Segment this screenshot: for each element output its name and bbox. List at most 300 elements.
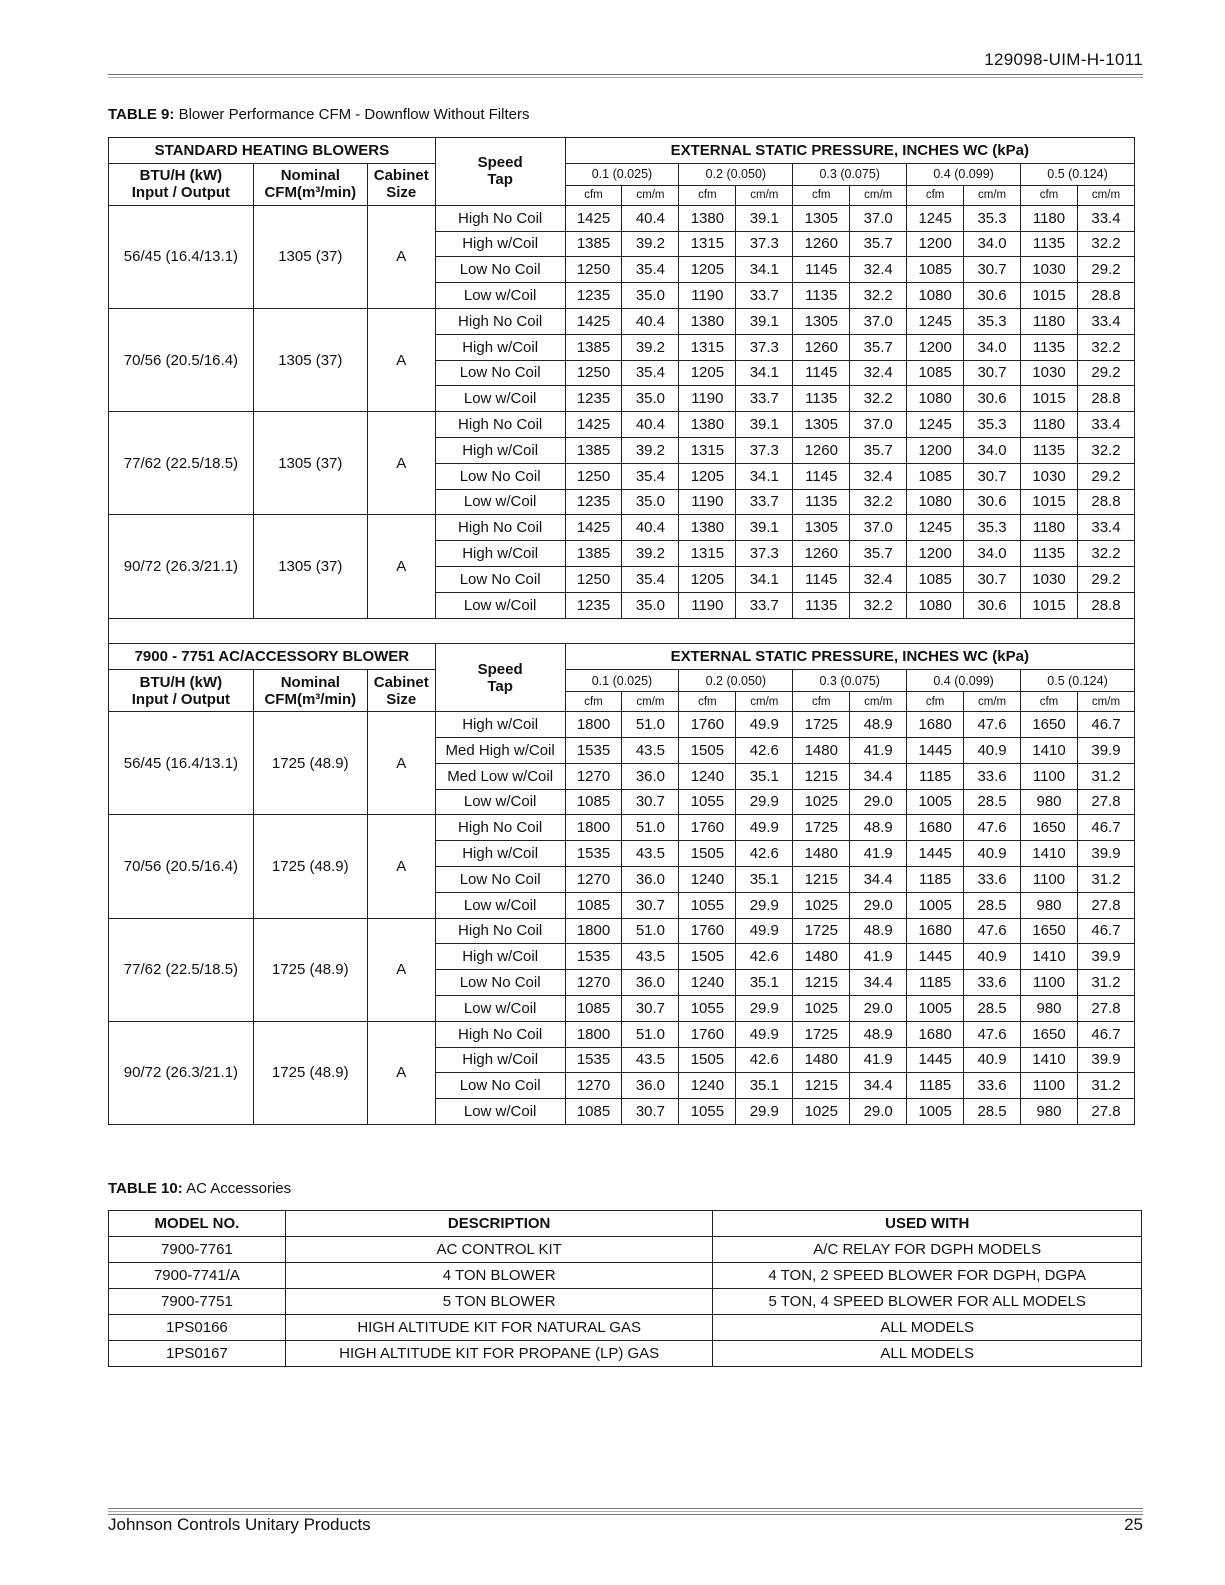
- unit-cfm-header: cfm: [1021, 692, 1078, 712]
- cmm-cell: 33.4: [1077, 205, 1134, 231]
- cfm-cell: 980: [1021, 995, 1078, 1021]
- cmm-cell: 29.2: [1077, 566, 1134, 592]
- cfm-cell: 1215: [793, 970, 850, 996]
- cfm-cell: 1425: [565, 412, 622, 438]
- cfm-cell: 1080: [907, 489, 964, 515]
- cfm-cell: 1315: [679, 334, 736, 360]
- cfm-cell: 1260: [793, 334, 850, 360]
- cfm-cell: 1135: [1021, 231, 1078, 257]
- unit-cmm-header: cm/m: [1077, 185, 1134, 205]
- section-header-row: [109, 138, 1135, 164]
- cmm-cell: 35.7: [850, 437, 907, 463]
- cmm-cell: 43.5: [622, 841, 679, 867]
- cmm-cell: 46.7: [1077, 918, 1134, 944]
- unit-cmm-header: cm/m: [622, 185, 679, 205]
- cmm-cell: 37.3: [736, 541, 793, 567]
- cfm-cell: 1380: [679, 412, 736, 438]
- cfm-cell: 1100: [1021, 1073, 1078, 1099]
- speed-tap-cell: High w/Coil: [435, 231, 565, 257]
- cmm-cell: 33.7: [736, 386, 793, 412]
- speed-tap-cell: High No Coil: [435, 815, 565, 841]
- cfm-cell: 1425: [565, 515, 622, 541]
- cmm-cell: 30.6: [964, 283, 1021, 309]
- column-header-model: MODEL NO.: [109, 1211, 286, 1237]
- speed-tap-cell: High w/Coil: [435, 944, 565, 970]
- btuh-cell: 77/62 (22.5/18.5): [109, 412, 254, 515]
- cfm-cell: 1185: [907, 866, 964, 892]
- cfm-cell: 1055: [679, 995, 736, 1021]
- cfm-cell: 1535: [565, 944, 622, 970]
- table9-caption: [108, 106, 529, 123]
- cmm-cell: 35.4: [622, 463, 679, 489]
- cfm-cell: 1245: [907, 515, 964, 541]
- ac-accessories-table: [108, 1210, 1142, 1367]
- cmm-cell: 30.7: [964, 463, 1021, 489]
- cmm-cell: 39.1: [736, 205, 793, 231]
- nominal-cfm-cell: 1305 (37): [253, 515, 367, 618]
- cfm-cell: 1005: [907, 789, 964, 815]
- cfm-cell: 1800: [565, 815, 622, 841]
- footer-company: Johnson Controls Unitary Products: [108, 1515, 371, 1534]
- cfm-cell: 1180: [1021, 412, 1078, 438]
- cmm-cell: 46.7: [1077, 815, 1134, 841]
- speed-tap-cell: High No Coil: [435, 412, 565, 438]
- cfm-cell: 1800: [565, 1021, 622, 1047]
- cmm-cell: 51.0: [622, 712, 679, 738]
- nominal-cfm-header-line1: Nominal: [280, 167, 340, 185]
- cmm-cell: 30.7: [622, 789, 679, 815]
- cfm-cell: 1650: [1021, 918, 1078, 944]
- cmm-cell: 30.7: [622, 1099, 679, 1125]
- cmm-cell: 32.2: [850, 489, 907, 515]
- section-gap-cell: [109, 618, 1135, 644]
- cmm-cell: 37.3: [736, 231, 793, 257]
- cfm-cell: 1245: [907, 412, 964, 438]
- cmm-cell: 34.1: [736, 463, 793, 489]
- btuh-cell: 77/62 (22.5/18.5): [109, 918, 254, 1021]
- cmm-cell: 29.0: [850, 789, 907, 815]
- table-row: [109, 412, 1135, 438]
- cmm-cell: 35.3: [964, 205, 1021, 231]
- cfm-cell: 1085: [565, 789, 622, 815]
- speed-tap-header-line2: Tap: [487, 171, 513, 189]
- nominal-cfm-cell: 1725 (48.9): [253, 1021, 367, 1124]
- speed-tap-header-line1: Speed: [477, 660, 523, 678]
- unit-cfm-header: cfm: [565, 692, 622, 712]
- unit-cmm-header: cm/m: [1077, 692, 1134, 712]
- used-with-cell: ALL MODELS: [713, 1315, 1142, 1341]
- cmm-cell: 51.0: [622, 815, 679, 841]
- cmm-cell: 46.7: [1077, 712, 1134, 738]
- nominal-cfm-header-line1: Nominal: [280, 673, 340, 691]
- cabinet-size-header-line1: Cabinet: [373, 673, 429, 691]
- table-row: [109, 712, 1135, 738]
- model-cell: 1PS0166: [109, 1315, 286, 1341]
- used-with-cell: 5 TON, 4 SPEED BLOWER FOR ALL MODELS: [713, 1289, 1142, 1315]
- cfm-cell: 1015: [1021, 592, 1078, 618]
- cfm-cell: 1410: [1021, 737, 1078, 763]
- cfm-cell: 1725: [793, 712, 850, 738]
- speed-tap-cell: Low w/Coil: [435, 489, 565, 515]
- cmm-cell: 42.6: [736, 944, 793, 970]
- nominal-cfm-cell: 1305 (37): [253, 205, 367, 308]
- cfm-cell: 1005: [907, 995, 964, 1021]
- cmm-cell: 46.7: [1077, 1021, 1134, 1047]
- cfm-cell: 1240: [679, 970, 736, 996]
- cfm-cell: 1055: [679, 789, 736, 815]
- cfm-cell: 1215: [793, 866, 850, 892]
- cfm-cell: 1445: [907, 841, 964, 867]
- cfm-cell: 1030: [1021, 463, 1078, 489]
- cmm-cell: 35.7: [850, 231, 907, 257]
- static-pressure-header: EXTERNAL STATIC PRESSURE, INCHES WC (kPa): [565, 644, 1134, 670]
- cmm-cell: 39.1: [736, 308, 793, 334]
- cfm-cell: 1380: [679, 308, 736, 334]
- cfm-cell: 1760: [679, 712, 736, 738]
- unit-cfm-header: cfm: [793, 692, 850, 712]
- cmm-cell: 41.9: [850, 944, 907, 970]
- cmm-cell: 29.9: [736, 995, 793, 1021]
- cfm-cell: 1760: [679, 1021, 736, 1047]
- speed-tap-cell: Low No Coil: [435, 866, 565, 892]
- cfm-cell: 1725: [793, 815, 850, 841]
- cfm-cell: 1385: [565, 334, 622, 360]
- cfm-cell: 1380: [679, 515, 736, 541]
- cmm-cell: 35.0: [622, 283, 679, 309]
- cmm-cell: 35.4: [622, 566, 679, 592]
- cmm-cell: 34.0: [964, 231, 1021, 257]
- cfm-cell: 1410: [1021, 841, 1078, 867]
- cfm-cell: 1245: [907, 308, 964, 334]
- btuh-header-line1: BTU/H (kW): [139, 167, 223, 185]
- cabinet-size-cell: A: [367, 712, 435, 815]
- cmm-cell: 48.9: [850, 712, 907, 738]
- page-number: 25: [1124, 1515, 1143, 1534]
- cfm-cell: 1260: [793, 231, 850, 257]
- cfm-cell: 1480: [793, 1047, 850, 1073]
- speed-tap-cell: Low w/Coil: [435, 995, 565, 1021]
- cmm-cell: 36.0: [622, 866, 679, 892]
- table-row: [109, 1237, 1142, 1263]
- cmm-cell: 40.4: [622, 308, 679, 334]
- cfm-cell: 1650: [1021, 712, 1078, 738]
- pressure-header: 0.5 (0.124): [1021, 670, 1135, 692]
- speed-tap-cell: Low w/Coil: [435, 892, 565, 918]
- cmm-cell: 33.4: [1077, 308, 1134, 334]
- table-row: [109, 205, 1135, 231]
- cfm-cell: 1760: [679, 918, 736, 944]
- cmm-cell: 49.9: [736, 815, 793, 841]
- cfm-cell: 1235: [565, 386, 622, 412]
- section-gap: [109, 618, 1135, 644]
- cmm-cell: 39.2: [622, 541, 679, 567]
- cmm-cell: 48.9: [850, 1021, 907, 1047]
- speed-tap-cell: Med Low w/Coil: [435, 763, 565, 789]
- cmm-cell: 32.4: [850, 463, 907, 489]
- cmm-cell: 37.3: [736, 334, 793, 360]
- pressure-header: 0.2 (0.050): [679, 670, 793, 692]
- used-with-cell: 4 TON, 2 SPEED BLOWER FOR DGPH, DGPA: [713, 1263, 1142, 1289]
- table-row: [109, 515, 1135, 541]
- cmm-cell: 27.8: [1077, 892, 1134, 918]
- pressure-header: 0.3 (0.075): [793, 670, 907, 692]
- column-header-description: DESCRIPTION: [285, 1211, 713, 1237]
- btuh-cell: 90/72 (26.3/21.1): [109, 515, 254, 618]
- unit-cfm-header: cfm: [793, 185, 850, 205]
- cmm-cell: 47.6: [964, 712, 1021, 738]
- cmm-cell: 32.2: [1077, 541, 1134, 567]
- cmm-cell: 34.1: [736, 257, 793, 283]
- model-cell: 1PS0167: [109, 1341, 286, 1367]
- cfm-cell: 1055: [679, 892, 736, 918]
- used-with-cell: ALL MODELS: [713, 1341, 1142, 1367]
- cmm-cell: 33.6: [964, 866, 1021, 892]
- cmm-cell: 31.2: [1077, 970, 1134, 996]
- cmm-cell: 29.2: [1077, 257, 1134, 283]
- nominal-cfm-header-line2: CFM(m³/min): [264, 690, 357, 708]
- cmm-cell: 35.1: [736, 763, 793, 789]
- cfm-cell: 1100: [1021, 970, 1078, 996]
- cmm-cell: 41.9: [850, 841, 907, 867]
- cfm-cell: 1185: [907, 763, 964, 789]
- cfm-cell: 1410: [1021, 1047, 1078, 1073]
- cfm-cell: 1135: [1021, 437, 1078, 463]
- unit-cmm-header: cm/m: [736, 185, 793, 205]
- cmm-cell: 49.9: [736, 918, 793, 944]
- cfm-cell: 1245: [907, 205, 964, 231]
- cabinet-size-header-line2: Size: [386, 184, 417, 202]
- cmm-cell: 40.4: [622, 205, 679, 231]
- table-row: [109, 1315, 1142, 1341]
- cmm-cell: 28.8: [1077, 592, 1134, 618]
- cfm-cell: 1205: [679, 257, 736, 283]
- cfm-cell: 1535: [565, 1047, 622, 1073]
- cfm-cell: 1270: [565, 763, 622, 789]
- cfm-cell: 1145: [793, 257, 850, 283]
- nominal-cfm-cell: 1725 (48.9): [253, 712, 367, 815]
- cfm-cell: 1185: [907, 970, 964, 996]
- speed-tap-cell: Low No Coil: [435, 360, 565, 386]
- cfm-cell: 1270: [565, 1073, 622, 1099]
- column-header-used-with: USED WITH: [713, 1211, 1142, 1237]
- btuh-cell: 56/45 (16.4/13.1): [109, 712, 254, 815]
- cmm-cell: 40.9: [964, 1047, 1021, 1073]
- cfm-cell: 1480: [793, 944, 850, 970]
- cfm-cell: 1385: [565, 231, 622, 257]
- cfm-cell: 1135: [793, 386, 850, 412]
- cfm-cell: 1505: [679, 1047, 736, 1073]
- cmm-cell: 28.8: [1077, 283, 1134, 309]
- cmm-cell: 36.0: [622, 1073, 679, 1099]
- cmm-cell: 30.7: [964, 257, 1021, 283]
- cmm-cell: 34.0: [964, 437, 1021, 463]
- cmm-cell: 30.7: [622, 995, 679, 1021]
- cfm-cell: 1315: [679, 437, 736, 463]
- model-cell: 7900-7761: [109, 1237, 286, 1263]
- cfm-cell: 1800: [565, 918, 622, 944]
- cmm-cell: 34.0: [964, 334, 1021, 360]
- cmm-cell: 35.3: [964, 412, 1021, 438]
- cfm-cell: 1200: [907, 541, 964, 567]
- speed-tap-cell: High w/Coil: [435, 437, 565, 463]
- cfm-cell: 1025: [793, 892, 850, 918]
- cfm-cell: 1235: [565, 283, 622, 309]
- cfm-cell: 1680: [907, 1021, 964, 1047]
- cfm-cell: 1080: [907, 386, 964, 412]
- cfm-cell: 1185: [907, 1073, 964, 1099]
- cmm-cell: 39.1: [736, 412, 793, 438]
- cmm-cell: 43.5: [622, 737, 679, 763]
- cfm-cell: 1240: [679, 866, 736, 892]
- speed-tap-cell: High No Coil: [435, 1021, 565, 1047]
- pressure-header: 0.3 (0.075): [793, 163, 907, 185]
- cmm-cell: 51.0: [622, 1021, 679, 1047]
- cmm-cell: 34.4: [850, 866, 907, 892]
- speed-tap-cell: High w/Coil: [435, 334, 565, 360]
- cmm-cell: 40.9: [964, 944, 1021, 970]
- cmm-cell: 49.9: [736, 1021, 793, 1047]
- speed-tap-cell: Low No Coil: [435, 463, 565, 489]
- unit-cfm-header: cfm: [907, 185, 964, 205]
- cfm-cell: 1250: [565, 257, 622, 283]
- cmm-cell: 30.7: [964, 360, 1021, 386]
- cmm-cell: 27.8: [1077, 995, 1134, 1021]
- cmm-cell: 34.1: [736, 566, 793, 592]
- cmm-cell: 32.2: [850, 283, 907, 309]
- cmm-cell: 30.7: [964, 566, 1021, 592]
- cmm-cell: 35.4: [622, 257, 679, 283]
- cfm-cell: 1260: [793, 437, 850, 463]
- cmm-cell: 39.1: [736, 515, 793, 541]
- cfm-cell: 1725: [793, 1021, 850, 1047]
- table-row: [109, 308, 1135, 334]
- cfm-cell: 1080: [907, 283, 964, 309]
- document-id: 129098-UIM-H-1011: [984, 50, 1143, 69]
- cfm-cell: 1135: [1021, 334, 1078, 360]
- column-header-row: [109, 163, 1135, 185]
- cfm-cell: 1215: [793, 763, 850, 789]
- cmm-cell: 29.9: [736, 789, 793, 815]
- pressure-header: 0.1 (0.025): [565, 670, 679, 692]
- cfm-cell: 1385: [565, 541, 622, 567]
- cmm-cell: 27.8: [1077, 1099, 1134, 1125]
- speed-tap-cell: Low w/Coil: [435, 789, 565, 815]
- cmm-cell: 41.9: [850, 737, 907, 763]
- cfm-cell: 1480: [793, 737, 850, 763]
- cabinet-size-header-line2: Size: [386, 690, 417, 708]
- cmm-cell: 51.0: [622, 918, 679, 944]
- speed-tap-cell: Med High w/Coil: [435, 737, 565, 763]
- cfm-cell: 1200: [907, 334, 964, 360]
- cfm-cell: 1385: [565, 437, 622, 463]
- unit-cmm-header: cm/m: [622, 692, 679, 712]
- speed-tap-cell: Low w/Coil: [435, 283, 565, 309]
- cfm-cell: 1055: [679, 1099, 736, 1125]
- unit-cfm-header: cfm: [907, 692, 964, 712]
- cfm-cell: 1725: [793, 918, 850, 944]
- cfm-cell: 1135: [793, 283, 850, 309]
- cfm-cell: 1445: [907, 944, 964, 970]
- cmm-cell: 33.6: [964, 763, 1021, 789]
- cfm-cell: 1085: [907, 257, 964, 283]
- cmm-cell: 32.2: [1077, 437, 1134, 463]
- table-row: [109, 1341, 1142, 1367]
- footer-rule: [108, 1508, 1143, 1515]
- unit-cfm-header: cfm: [1021, 185, 1078, 205]
- nominal-cfm-cell: 1305 (37): [253, 308, 367, 411]
- cfm-cell: 1760: [679, 815, 736, 841]
- description-cell: HIGH ALTITUDE KIT FOR PROPANE (LP) GAS: [285, 1341, 713, 1367]
- unit-cmm-header: cm/m: [736, 692, 793, 712]
- btuh-cell: 90/72 (26.3/21.1): [109, 1021, 254, 1124]
- model-cell: 7900-7751: [109, 1289, 286, 1315]
- cfm-cell: 1650: [1021, 815, 1078, 841]
- cmm-cell: 28.5: [964, 892, 1021, 918]
- cmm-cell: 30.6: [964, 386, 1021, 412]
- cabinet-size-cell: A: [367, 918, 435, 1021]
- cfm-cell: 1080: [907, 592, 964, 618]
- speed-tap-header: [435, 138, 565, 206]
- speed-tap-cell: High No Coil: [435, 308, 565, 334]
- speed-tap-header-line2: Tap: [487, 677, 513, 695]
- cmm-cell: 33.4: [1077, 515, 1134, 541]
- cmm-cell: 34.4: [850, 1073, 907, 1099]
- cabinet-size-header-line1: Cabinet: [373, 167, 429, 185]
- cmm-cell: 39.9: [1077, 944, 1134, 970]
- cmm-cell: 27.8: [1077, 789, 1134, 815]
- cmm-cell: 32.2: [1077, 334, 1134, 360]
- cmm-cell: 34.1: [736, 360, 793, 386]
- cmm-cell: 37.0: [850, 412, 907, 438]
- cmm-cell: 32.4: [850, 566, 907, 592]
- cfm-cell: 1190: [679, 489, 736, 515]
- table-row: [109, 815, 1135, 841]
- cfm-cell: 1015: [1021, 386, 1078, 412]
- cfm-cell: 1005: [907, 892, 964, 918]
- cfm-cell: 1145: [793, 463, 850, 489]
- cmm-cell: 42.6: [736, 841, 793, 867]
- cmm-cell: 37.0: [850, 308, 907, 334]
- cmm-cell: 39.2: [622, 334, 679, 360]
- cmm-cell: 35.0: [622, 386, 679, 412]
- description-cell: AC CONTROL KIT: [285, 1237, 713, 1263]
- cfm-cell: 1250: [565, 360, 622, 386]
- cfm-cell: 1535: [565, 737, 622, 763]
- cfm-cell: 1235: [565, 592, 622, 618]
- cfm-cell: 1680: [907, 815, 964, 841]
- cmm-cell: 29.0: [850, 892, 907, 918]
- nominal-cfm-header: [253, 163, 367, 205]
- pressure-header: 0.2 (0.050): [679, 163, 793, 185]
- cfm-cell: 1100: [1021, 763, 1078, 789]
- cmm-cell: 28.5: [964, 1099, 1021, 1125]
- cmm-cell: 33.6: [964, 970, 1021, 996]
- cabinet-size-cell: A: [367, 515, 435, 618]
- cabinet-size-cell: A: [367, 815, 435, 918]
- table-row: [109, 918, 1135, 944]
- cmm-cell: 35.7: [850, 334, 907, 360]
- cfm-cell: 1650: [1021, 1021, 1078, 1047]
- cfm-cell: 1145: [793, 360, 850, 386]
- cmm-cell: 41.9: [850, 1047, 907, 1073]
- speed-tap-cell: High w/Coil: [435, 841, 565, 867]
- cmm-cell: 43.5: [622, 1047, 679, 1073]
- cfm-cell: 1085: [565, 1099, 622, 1125]
- cfm-cell: 1250: [565, 463, 622, 489]
- cfm-cell: 1505: [679, 944, 736, 970]
- table10-caption-label: TABLE 10:: [108, 1180, 183, 1197]
- table-row: [109, 1263, 1142, 1289]
